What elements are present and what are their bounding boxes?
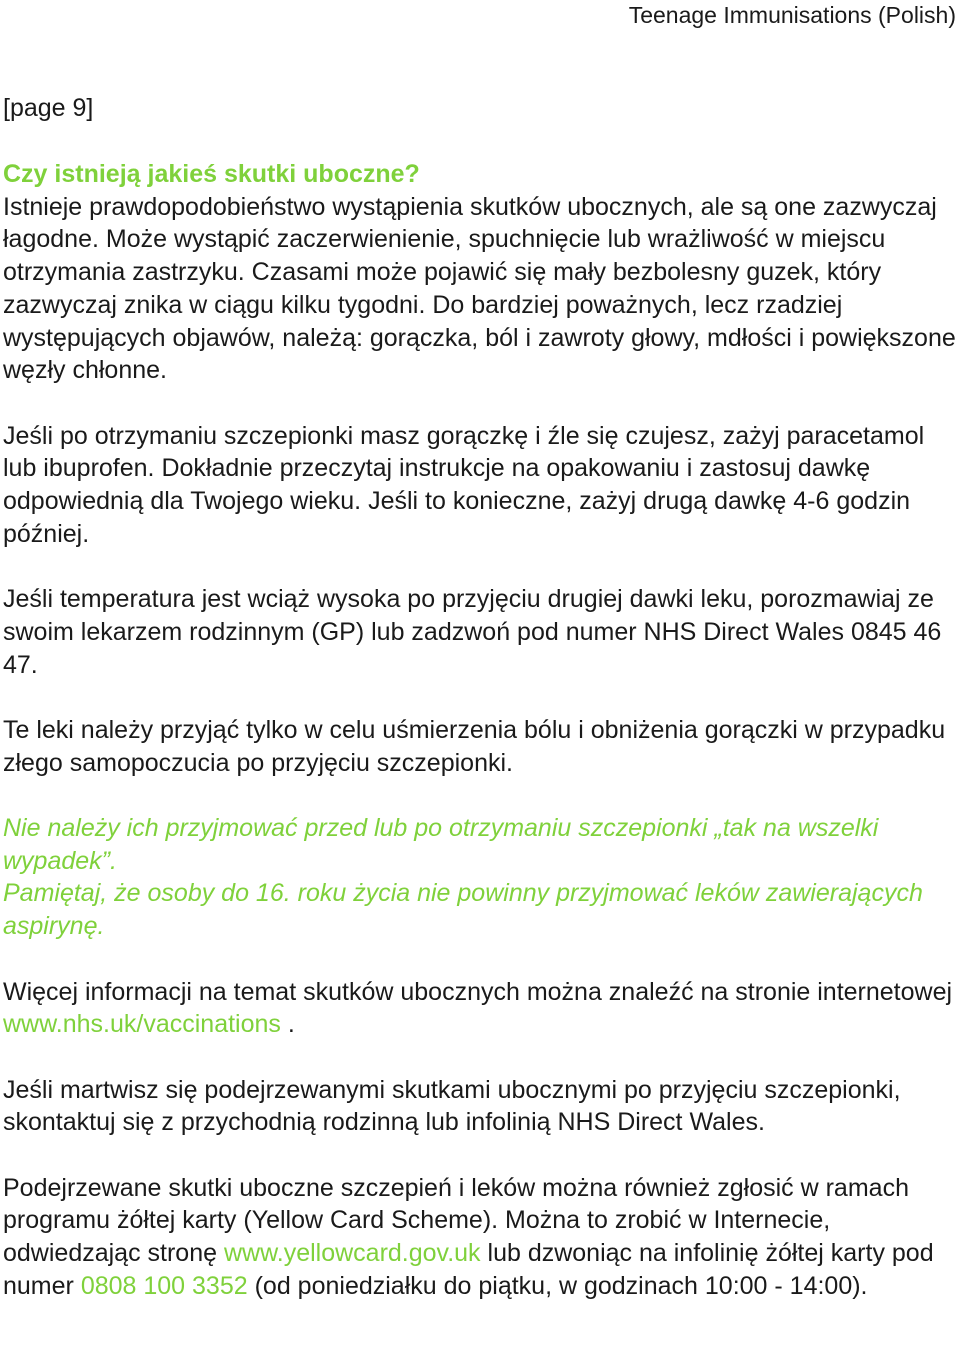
warning-no-preventive: Nie należy ich przyjmować przed lub po otrzymaniu szczepionki „tak na wszelki wypadek”.	[3, 814, 879, 875]
paragraph-high-temperature: Jeśli temperatura jest wciąż wysoka po przyjęciu drugiej dawki leku, porozmawiaj ze swoim lekarzem rodzinnym (GP) lub zadzwoń pod numer NHS Direct Wales 0845 46 47.	[3, 585, 942, 679]
paragraph-side-effects: Istnieje prawdopodobieństwo wystąpienia skutków ubocznych, ale są one zazwyczaj łagodne. Może wystąpić zaczerwienienie, spuchnięcie lub wrażliwość w miejscu otrzymania zastrzyku. Czasami może pojawić się mały bezbolesny guzek, który zazwyczaj znika w ciągu kilku tygodni. Do bardziej poważnych, lecz rzadziej występujących objawów, należą: gorączka, ból i zawroty głowy, mdłości i powiększone węzły chłonne.	[3, 192, 956, 385]
warning-aspirin: Pamiętaj, że osoby do 16. roku życia nie powinny przyjmować leków zawierających aspirynę.	[3, 879, 923, 941]
paragraph-more-info	[3, 976, 960, 1041]
paragraph-yellow-card	[3, 1172, 960, 1303]
page-marker: [page 9]	[3, 94, 94, 122]
yellow-card-text-3: (od poniedziałku do piątku, w godzinach 10:00 - 14:00).	[247, 1271, 868, 1300]
paragraph-contact-gp: Jeśli martwisz się podejrzewanymi skutkami ubocznymi po przyjęciu szczepionki, skontaktuj się z przychodnią rodzinną lub infolinią NHS Direct Wales.	[3, 1075, 901, 1137]
paragraph-medicine-use: Te leki należy przyjąć tylko w celu uśmierzenia bólu i obniżenia gorączki w przypadku złego samopoczucia po przyjęciu szczepionki.	[3, 715, 946, 777]
nhs-vaccinations-link[interactable]: www.nhs.uk/vaccinations	[3, 1010, 281, 1039]
yellow-card-text-1: Podejrzewane skutki uboczne szczepień i leków można również zgłosić w ramach programu żółtej karty (Yellow Card Scheme). Można to zrobić w Internecie, odwiedzając stronę	[3, 1173, 909, 1268]
yellowcard-phone[interactable]: 0808 100 3352	[80, 1271, 248, 1300]
paragraph-fever-advice: Jeśli po otrzymaniu szczepionki masz gorączkę i źle się czujesz, zażyj paracetamol lub ibuprofen. Dokładnie przeczytaj instrukcje na opakowaniu i zastosuj dawkę odpowiednią dla Twojego wieku. Jeśli to konieczne, zażyj drugą dawkę 4-6 godzin później.	[3, 421, 925, 548]
yellow-card-text-2: lub dzwoniąc na infolinię żółtej karty pod numer	[3, 1239, 934, 1300]
more-info-end: .	[280, 1010, 295, 1039]
section-body	[3, 158, 960, 1335]
warning-block	[3, 812, 960, 943]
paragraph-intro	[3, 158, 960, 387]
section-heading: Czy istnieją jakieś skutki uboczne?	[3, 160, 420, 188]
running-header: Teenage Immunisations (Polish)	[628, 2, 956, 28]
more-info-text: Więcej informacji na temat skutków ubocznych można znaleźć na stronie internetowej	[3, 977, 953, 1006]
yellowcard-link[interactable]: www.yellowcard.gov.uk	[223, 1239, 481, 1268]
